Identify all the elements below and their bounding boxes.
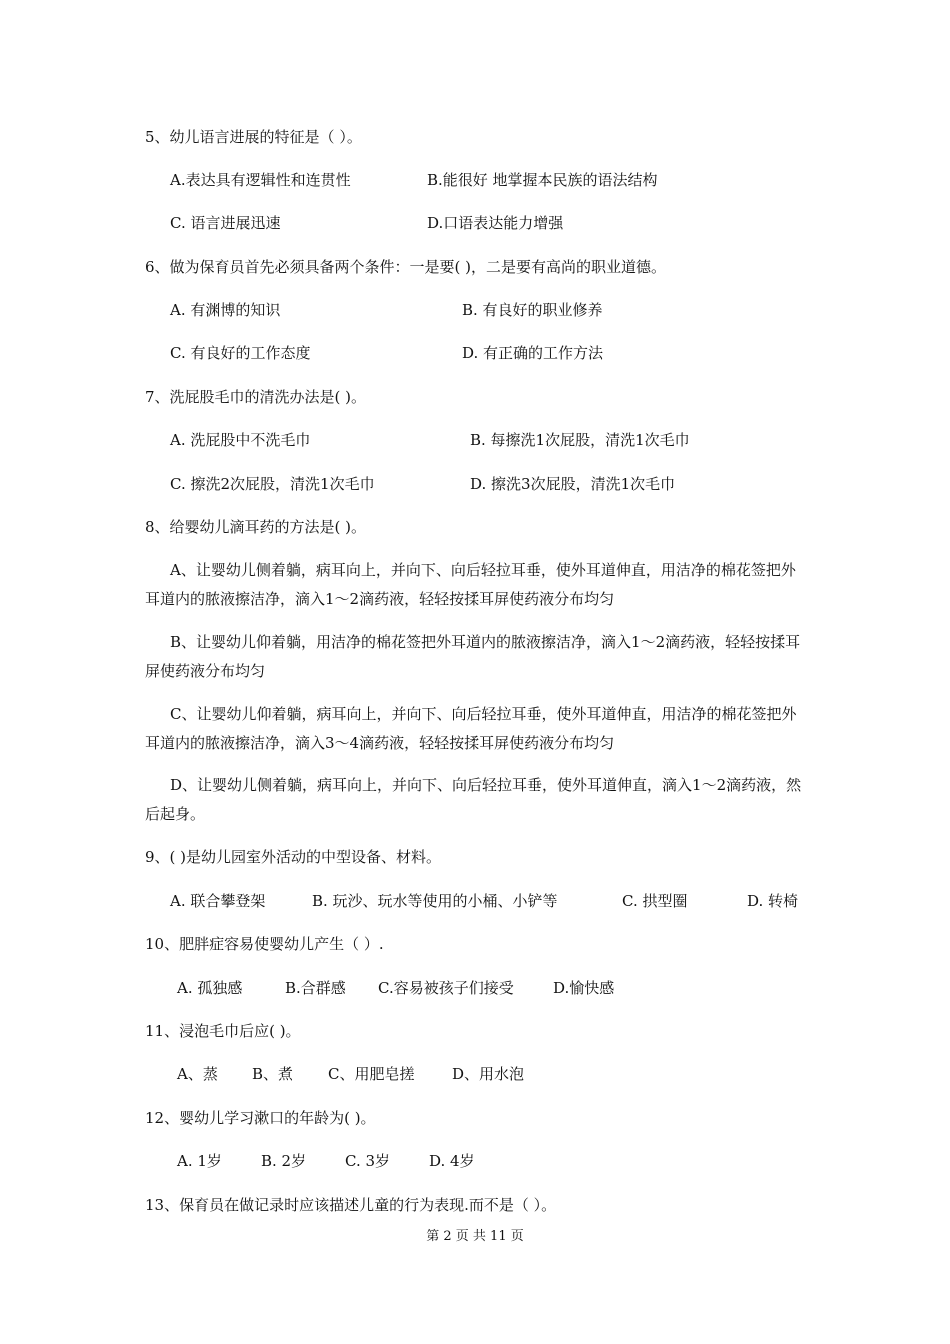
question-9-option-b: B. 玩沙、玩水等使用的小桶、小铲等: [312, 892, 558, 910]
question-5-option-b: B.能很好 地掌握本民族的语法结构: [427, 171, 658, 189]
question-11-option-c: C、用肥皂搓: [328, 1065, 415, 1083]
question-10-stem: 10、肥胖症容易使婴幼儿产生（ ）.: [145, 935, 384, 953]
question-6-option-b: B. 有良好的职业修养: [462, 301, 603, 319]
question-5-stem: 5、幼儿语言进展的特征是（ ）。: [145, 128, 362, 146]
question-5-option-d: D.口语表达能力增强: [427, 214, 564, 232]
question-10-option-d: D.愉快感: [553, 979, 615, 997]
question-7-option-d: D. 擦洗3次屁股，清洗1次毛巾: [470, 475, 676, 493]
question-9-option-d: D. 转椅: [747, 892, 799, 910]
question-5-option-c: C. 语言进展迅速: [170, 214, 281, 232]
question-12-stem: 12、婴幼儿学习漱口的年龄为( )。: [145, 1109, 376, 1127]
question-9-stem: 9、( )是幼儿园室外活动的中型设备、材料。: [145, 848, 442, 866]
question-6-option-a: A. 有渊博的知识: [170, 301, 281, 319]
question-8-option-d: D、让婴幼儿侧着躺，病耳向上，并向下、向后轻拉耳垂，使外耳道伸直，滴入1～2滴药液，然后起身。: [145, 776, 802, 823]
question-9-option-a: A. 联合攀登架: [170, 892, 266, 910]
question-6-option-c: C. 有良好的工作态度: [170, 344, 311, 362]
page-footer: 第 2 页 共 11 页: [426, 1229, 524, 1244]
question-10-option-a: A. 孤独感: [177, 979, 243, 997]
question-5-option-a: A.表达具有逻辑性和连贯性: [170, 171, 351, 189]
question-11-option-d: D、用水泡: [452, 1065, 525, 1083]
question-10-option-b: B.合群感: [285, 979, 346, 997]
question-7-stem: 7、洗屁股毛巾的清洗办法是( )。: [145, 388, 367, 406]
question-12-option-c: C. 3岁: [345, 1152, 391, 1170]
question-8-option-a: A、让婴幼儿侧着躺，病耳向上，并向下、向后轻拉耳垂，使外耳道伸直，用洁净的棉花签把外耳道内的脓液擦洁净，滴入1～2滴药液，轻轻按揉耳屏使药液分布均匀: [145, 561, 796, 608]
question-11-stem: 11、浸泡毛巾后应( )。: [145, 1022, 301, 1040]
question-6-option-d: D. 有正确的工作方法: [462, 344, 604, 362]
question-8-option-c: C、让婴幼儿仰着躺，病耳向上，并向下、向后轻拉耳垂，使外耳道伸直，用洁净的棉花签把外耳道内的脓液擦洁净，滴入3～4滴药液，轻轻按揉耳屏使药液分布均匀: [145, 705, 797, 752]
question-12-option-b: B. 2岁: [261, 1152, 307, 1170]
question-11-option-b: B、煮: [252, 1065, 294, 1083]
question-11-option-a: A、蒸: [177, 1065, 218, 1083]
question-13-stem: 13、保育员在做记录时应该描述儿童的行为表现.而不是（ ）。: [145, 1196, 557, 1214]
question-7-option-a: A. 洗屁股中不洗毛巾: [170, 431, 311, 449]
question-9-option-c: C. 拱型圈: [622, 892, 688, 910]
question-12-option-d: D. 4岁: [429, 1152, 475, 1170]
question-8-option-b: B、让婴幼儿仰着躺，用洁净的棉花签把外耳道内的脓液擦洁净，滴入1～2滴药液，轻轻按揉耳屏使药液分布均匀: [145, 633, 801, 680]
question-10-option-c: C.容易被孩子们接受: [378, 979, 514, 997]
question-12-option-a: A. 1岁: [177, 1152, 222, 1170]
question-6-stem: 6、做为保育员首先必须具备两个条件：一是要( )，二是要有高尚的职业道德。: [145, 258, 667, 276]
question-7-option-c: C. 擦洗2次屁股，清洗1次毛巾: [170, 475, 375, 493]
question-7-option-b: B. 每擦洗1次屁股，清洗1次毛巾: [470, 431, 690, 449]
question-8-stem: 8、给婴幼儿滴耳药的方法是( )。: [145, 518, 367, 536]
